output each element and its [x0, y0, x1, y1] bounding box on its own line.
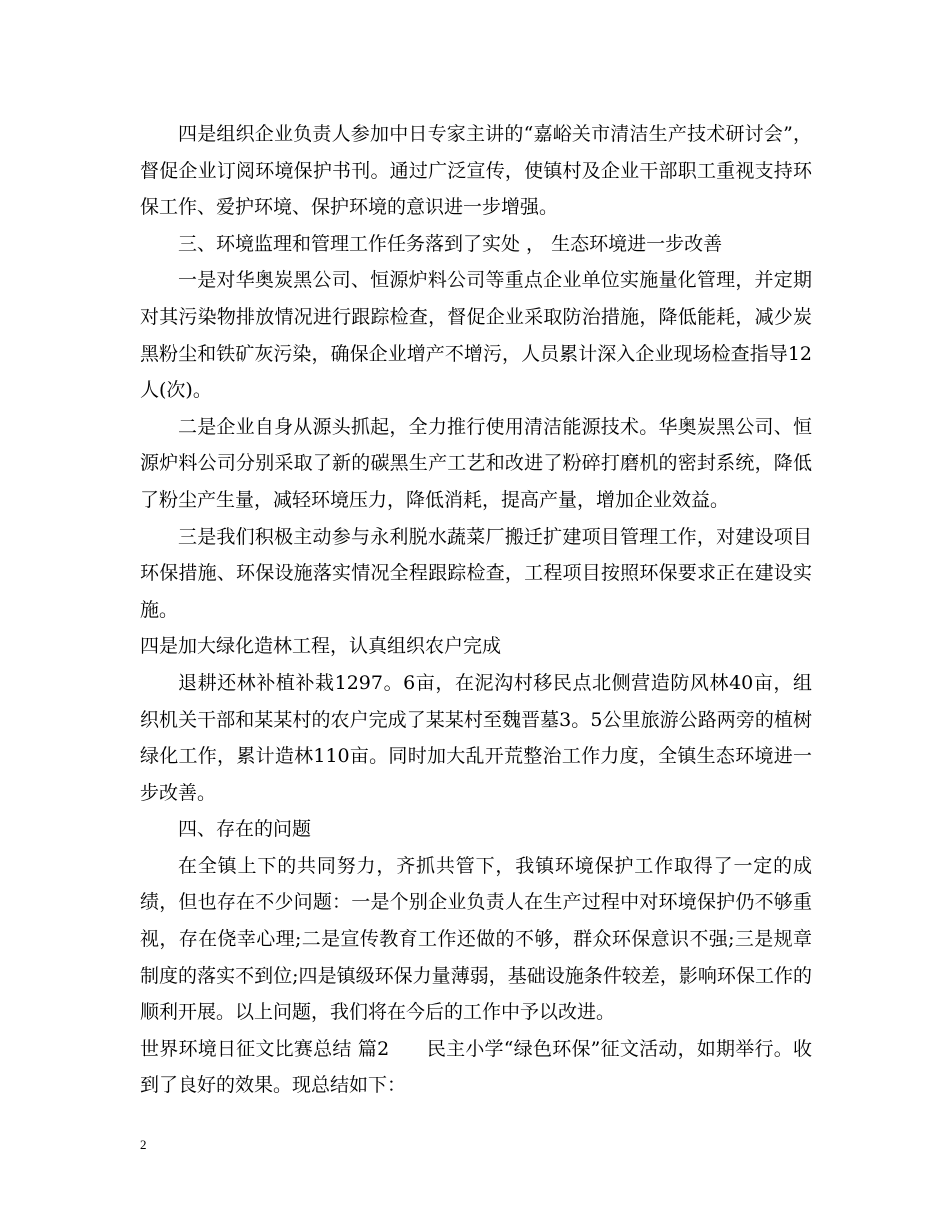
essay-paragraph: [140, 1031, 812, 1104]
paragraph: 四是组织企业负责人参加中日专家主讲的“嘉峪关市清洁生产技术研讨会”，督促企业订阅环境保护书刊。通过广泛宣传，使镇村及企业干部职工重视支持环保工作、爱护环境、保护环境的意识进一步增强。: [140, 123, 812, 219]
essay-intro: 民主小学“绿色环保”征文活动，如期举行。收到了良好的效果。现总结如下：: [140, 1037, 812, 1097]
paragraph: 退耕还林补植补栽1297。6亩，在泥沟村移民点北侧营造防风林40亩，组织机关干部和某某村的农户完成了某某村至魏晋墓3。5公里旅游公路两旁的植树绿化工作，累计造林110亩。同时加大乱开荒整治工作力度，全镇生态环境进一步改善。: [140, 671, 812, 804]
paragraph: 一是对华奥炭黑公司、恒源炉料公司等重点企业单位实施量化管理，并定期对其污染物排放情况进行跟踪检查，督促企业采取防治措施，降低能耗，减少炭黑粉尘和铁矿灰污染，确保企业增产不增污，人员累计深入企业现场检查指导12人(次)。: [140, 269, 812, 402]
paragraph: 在全镇上下的共同努力，齐抓共管下，我镇环境保护工作取得了一定的成绩，但也存在不少问题：一是个别企业负责人在生产过程中对环境保护仍不够重视，存在侥幸心理;二是宣传教育工作还做的不够，群众环保意识不强;三是规章制度的落实不到位;四是镇级环保力量薄弱，基础设施条件较差，影响环保工作的顺利开展。以上问题，我们将在今后的工作中予以改进。: [140, 854, 812, 1024]
page-number: 2: [140, 1137, 147, 1152]
essay-title: 世界环境日征文比赛总结 篇2: [140, 1037, 390, 1060]
section-heading: 四、存在的问题: [178, 818, 312, 841]
paragraph: 二是企业自身从源头抓起，全力推行使用清洁能源技术。华奥炭黑公司、恒源炉料公司分别采取了新的碳黑生产工艺和改进了粉碎打磨机的密封系统，降低了粉尘产生量，减轻环境压力，降低消耗，提高产量，增加企业效益。: [140, 415, 812, 511]
section-heading: 三、环境监理和管理工作任务落到了实处 ， 生态环境进一步改善: [178, 232, 723, 255]
document-body: [140, 116, 812, 1104]
paragraph: 四是加大绿化造林工程，认真组织农户完成: [140, 635, 502, 658]
paragraph: 三是我们积极主动参与永利脱水蔬菜厂搬迁扩建项目管理工作，对建设项目环保措施、环保设施落实情况全程跟踪检查，工程项目按照环保要求正在建设实施。: [140, 525, 812, 621]
